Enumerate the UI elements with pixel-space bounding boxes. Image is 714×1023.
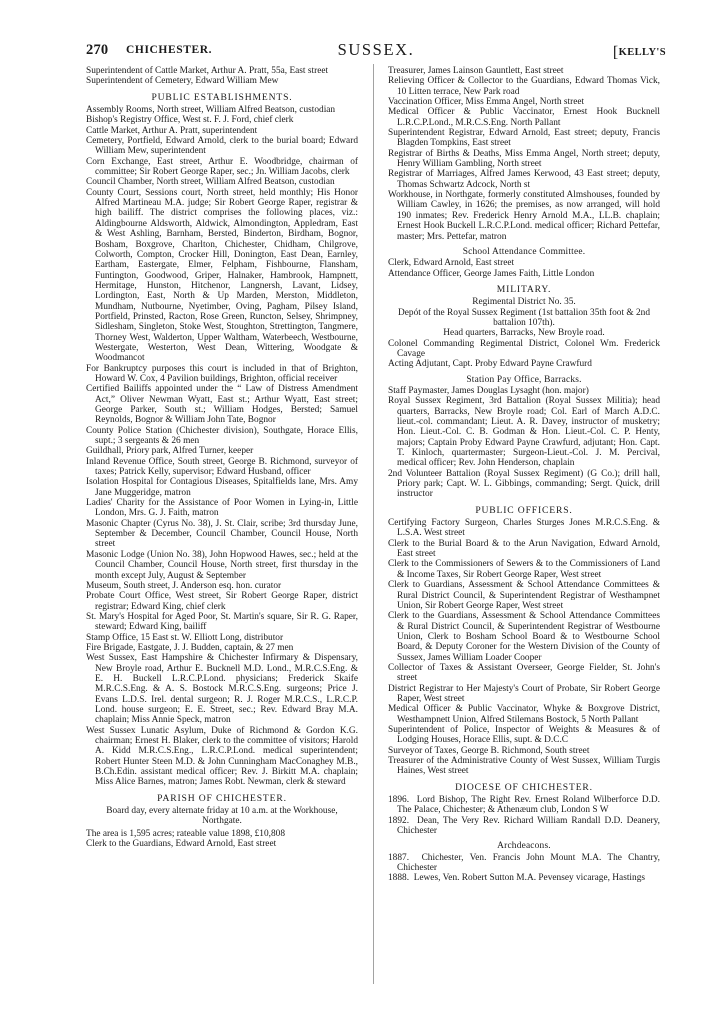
list-item: Fire Brigade, Eastgate, J. J. Budden, captain, & 27 men: [86, 642, 294, 653]
section-heading-school-attendance: School Attendance Committee.: [462, 246, 586, 257]
list-item: Masonic Lodge (Union No. 38), John Hopwood Hawes, sec.; held at the Council Chamber, Council House, North street, first thursday in the month except July, August & September: [86, 549, 358, 581]
list-item: Ladies' Charity for the Assistance of Poor Women in Lying-in, Little London, Mrs. G. J. Faith, matron: [86, 498, 358, 519]
list-item: Staff Paymaster, James Douglas Lysaght (hon. major): [388, 385, 589, 396]
list-item: Inland Revenue Office, South street, George B. Richmond, surveyor of taxes; Patrick Kelly, supervisor; Edward Husband, officer: [86, 456, 358, 478]
section-heading-archdeacons: Archdeacons.: [497, 841, 551, 852]
list-item: West Sussex Lunatic Asylum, Duke of Richmond & Gordon K.G. chairman; Ernest H. Blaker, clerk to the committee of visitors; Harold A. Kidd M.R.C.S.Eng., L.R.C.P.Lond. medical superintendent; Robert Hunter Steen M.D. & John Cunningham MacConaghey M.B., B.Ch.Edin. assistant medical officer; Rev. J. Birkitt M.A. chaplain; Miss Alice Barnes, matron; James Robt. Newman, clerk & steward: [86, 725, 358, 788]
list-item: Isolation Hospital for Contagious Diseases, Spitalfields lane, Mrs. Amy Jane Muggeridge, matron: [86, 477, 358, 498]
list-item: [388, 795, 660, 816]
parish-board-day: Board day, every alternate friday at 10 a.m. at the Workhouse, Northgate.: [106, 806, 338, 827]
list-item: Corn Exchange, East street, Arthur E. Woodbridge, chairman of committee; Sir Robert George Raper, sec.; Jn. William Jacobs, clerk: [86, 156, 358, 178]
entry-text: Lewes, Ven. Robert Sutton M.A. Pevensey vicarage, Hastings: [413, 873, 646, 884]
section-heading-diocese: DIOCESE OF CHICHESTER.: [455, 781, 593, 793]
list-item: County Court, Sessions court, North street, held monthly; His Honor Alfred Martineau M.A. judge; Sir Robert George Raper, registrar & high bailiff. The district comprises the following places, viz.: Aldingbourne Aldsworth, Aldwick, Almondington, Appledram, East & West Ashling, Barnham, Bersted, Binderton, Birdham, Bognor, Bosham, Boxgrove, Charlton, Chichester, Chidham, Chilgrove, Colworth, Compton, Crocker Hill, Donington, East Dean, Earnley, Eartham, Eastergate, Elmer, Felpham, Fishbourne, Flansham, Funtington, Goodwood, Griper, Halnaker, Hambrook, Hampnett, Hermitage, Hunston, Hitchenor, Langnersh, Lavant, Lidsey, Lordington, East, North & Up Marden, Merston, Middleton, Mundham, Nutbourne, Nyetimber, Oving, Pagham, Pilsey Island, Portfield, Prinsted, Racton, Rose Green, Runcton, Selsey, Shrimpney, Sidlesham, Singleton, Stoke West, Stoughton, Strettington, Tangmere, Thorney West, Walderton, Upper Waltham, Waterbeech, Westbourne, Westergate, Westerton, West Dean, Wittering, Woodgate & Woodmancot: [86, 187, 358, 364]
section-heading-station-pay-office: Station Pay Office, Barracks.: [466, 374, 582, 385]
list-item: The area is 1,595 acres; rateable value 1898, £10,808: [86, 828, 285, 839]
list-item: Superintendent of Police, Inspector of Weights & Measures & of Lodging Houses, Horace Ellis, supt. & D.C.C: [388, 724, 660, 746]
list-item: Cemetery, Portfield, Edward Arnold, clerk to the burial board; Edward William Mew, superintendent: [86, 136, 358, 157]
page-number: 270: [86, 42, 109, 58]
list-item: Masonic Chapter (Cyrus No. 38), J. St. Clair, scribe; 3rd thursday June, September & December, Council Chamber, Council House, North street: [86, 518, 358, 550]
list-item: County Police Station (Chichester division), Southgate, Horace Ellis, supt.; 3 sergeants & 26 men: [86, 425, 358, 447]
column-divider-rule: [373, 64, 374, 984]
list-item: Treasurer of the Administrative County of West Sussex, William Turgis Haines, West street: [388, 756, 660, 777]
list-item: Relieving Officer & Collector to the Guardians, Edward Thomas Vick, 10 Litten terrace, New Park road: [388, 76, 660, 97]
head-quarters-line: Head quarters, Barracks, New Broyle road.: [443, 328, 605, 339]
list-item: [388, 816, 660, 837]
section-heading-public-establishments: PUBLIC ESTABLISHMENTS.: [151, 91, 293, 103]
list-item: Assembly Rooms, North street, William Alfred Beatson, custodian: [86, 105, 336, 116]
list-item: Museum, South street, J. Anderson esq. hon. curator: [86, 580, 282, 591]
list-item: District Registrar to Her Majesty's Court of Probate, Sir Robert George Raper, West street: [388, 683, 660, 704]
list-item: Clerk to the Burial Board & to the Arun Navigation, Edward Arnold, East street: [388, 538, 660, 560]
list-item: Medical Officer & Public Vaccinator, Whyke & Boxgrove District, Westhampnett Union, Alfred Stilemans Bostock, 5 North Pallant: [388, 704, 660, 725]
list-item: Bishop's Registry Office, West st. F. J. Ford, chief clerk: [86, 115, 294, 126]
list-item: Surveyor of Taxes, George B. Richmond, South street: [388, 745, 590, 756]
running-head-publisher: [613, 44, 666, 62]
list-item: Probate Court Office, West street, Sir Robert George Raper, district registrar; Edward King, chief clerk: [86, 591, 358, 612]
entry-text: Lord Bishop, The Right Rev. Ernest Roland Wilberforce D.D. The Palace, Chichester; & Athenæum club, London S W: [397, 795, 660, 816]
list-item: Colonel Commanding Regimental District, Colonel Wm. Frederick Cavage: [388, 338, 660, 359]
list-item: West Sussex, East Hampshire & Chichester Infirmary & Dispensary, New Broyle road, Arthur E. Bucknell M.D. Lond., M.R.C.S.Eng. & E. H. Buckell L.R.C.P.Lond. physicians; Frederick Skaife M.R.C.S.Eng. & A. S. Bostock M.R.C.S.Eng. surgeons; Price J. Evans L.D.S. Irel. dental surgeon; R. J. Roger M.R.C.S., L.R.C.P. Lond. house surgeon; E. E. Street, sec.; Rev. Edward Bray M.A. chaplain; Miss Annie Speck, matron: [86, 653, 358, 726]
list-item: Superintendent Registrar, Edward Arnold, East street; deputy, Francis Blagden Tompkins, East street: [388, 128, 660, 149]
list-item: Vaccination Officer, Miss Emma Angel, North street: [388, 97, 585, 108]
section-heading-public-officers: PUBLIC OFFICERS.: [475, 504, 573, 516]
list-item: St. Mary's Hospital for Aged Poor, St. Martin's square, Sir R. G. Raper, steward; Edward King, bailiff: [86, 611, 358, 633]
list-item: Workhouse, in Northgate, formerly constituted Almshouses, founded by William Cawley, in 1626; the premises, as now arranged, will hold 190 inmates; Rev. Frederick Henry Arnold M.A., LL.B. chaplain; Ernest Hook Buckell L.R.C.P.Lond. medical officer; Richard Pettefar, master; Mrs. Pettefar, matron: [388, 190, 660, 242]
entry-year: 1888.: [388, 873, 410, 884]
list-item: Clerk to Guardians, Assessment & School Attendance Committees & Rural District Council, & Superintendent Registrar of Westhampnet Union, Sir Robert George Raper, West street: [388, 580, 660, 611]
list-item: Clerk, Edward Arnold, East street: [388, 258, 515, 269]
entry-year: 1896.: [388, 795, 410, 806]
entry-text: Dean, The Very Rev. Richard William Randall D.D. Deanery, Chichester: [397, 815, 661, 837]
list-item: Clerk to the Guardians, Edward Arnold, East street: [86, 839, 277, 850]
list-item: Treasurer, James Lainson Gauntlett, East street: [388, 66, 564, 76]
list-item: Royal Sussex Regiment, 3rd Battalion (Royal Sussex Militia); head quarters, Barracks, New Broyle road; Col. Earl of March A.D.C. lieut.-col. commandant; Lieut. A. R. Davey, instructor of musketry; Hon. Lieut.-Col. C. B. Godman & Hon. Lieut.-Col. C. P. Henty, majors; Captain Proby Edward Payne Crawfurd, adjutant; Hon. Capt. T. Kinloch, quartermaster; Surgeon-Lieut.-Col. J. M. Percival, medical officer; Rev. John Henderson, chaplain: [388, 396, 660, 469]
section-heading-military: MILITARY.: [496, 283, 552, 295]
regimental-district-line: Regimental District No. 35.: [472, 297, 576, 308]
list-item: Certified Bailiffs appointed under the “ Law of Distress Amendment Act,” Oliver Newman Wyatt, East st.; Arthur Wyatt, East street; George Parker, South st.; William Hodges, Bersted; Samuel Reynolds, Bognor & William John Tate, Bognor: [86, 384, 358, 426]
list-item: Registrar of Births & Deaths, Miss Emma Angel, North street; deputy, Henry William Gambling, North street: [388, 148, 660, 170]
entry-year: 1892.: [388, 815, 410, 826]
running-head-county: SUSSEX.: [337, 40, 415, 59]
section-heading-parish: PARISH OF CHICHESTER.: [157, 792, 287, 804]
list-item: For Bankruptcy purposes this court is included in that of Brighton, Howard W. Cox, 4 Pavilion buildings, Brighton, official receiver: [86, 363, 358, 384]
list-item: Stamp Office, 15 East st. W. Elliott Long, distributor: [86, 632, 284, 643]
list-item: Certifying Factory Surgeon, Charles Sturges Jones M.R.C.S.Eng. & L.S.A. West street: [388, 518, 660, 539]
bracket-glyph: [: [612, 44, 619, 61]
entry-text: Chichester, Ven. Francis John Mount M.A. The Chantry, Chichester: [397, 852, 661, 874]
list-item: Acting Adjutant, Capt. Proby Edward Payne Crawfurd: [388, 359, 592, 370]
list-item: 2nd Volunteer Battalion (Royal Sussex Regiment) (G Co.); drill hall, Priory park; Capt. W. L. Gibbings, commanding; Sergt. Quick, drill instructor: [388, 468, 660, 500]
list-item: Medical Officer & Public Vaccinator, Ernest Hook Bucknell L.R.C.P.Lond., M.R.C.S.Eng. North Pallant: [388, 107, 660, 128]
running-head-place: CHICHESTER.: [126, 44, 213, 56]
entry-year: 1887.: [388, 852, 410, 863]
list-item: Clerk to the Commissioners of Sewers & to the Commissioners of Land & Income Taxes, Sir Robert George Raper, West street: [388, 559, 660, 580]
list-item: Council Chamber, North street, William Alfred Beatson, custodian: [86, 177, 335, 188]
list-item: Attendance Officer, George James Faith, Little London: [388, 268, 595, 279]
list-item: Guildhall, Priory park, Alfred Turner, keeper: [86, 446, 254, 457]
list-item: [388, 873, 660, 883]
left-column: [86, 66, 358, 1001]
depot-line: Depót of the Royal Sussex Regiment (1st battalion 35th foot & 2nd battalion 107th).: [398, 307, 650, 328]
list-item: Superintendent of Cattle Market, Arthur A. Pratt, 55a, East street: [86, 66, 329, 76]
list-item: [388, 853, 660, 874]
publisher-name: KELLY'S: [618, 47, 666, 58]
list-item: Cattle Market, Arthur A. Pratt, superintendent: [86, 125, 258, 136]
running-head: [86, 42, 666, 62]
right-column: [388, 66, 660, 1001]
list-item: Clerk to the Guardians, Assessment & School Attendance Committees & Rural District Council, & Superintendent Registrar of Westbourne Union, Clerk to Bosham School Board & to Westbourne School Board, & Deputy Coroner for the Western Division of the County of Sussex, James William Loader Cooper: [388, 611, 660, 663]
list-item: Superintendent of Cemetery, Edward William Mew: [86, 76, 279, 87]
list-item: Collector of Taxes & Assistant Overseer, George Fielder, St. John's street: [388, 662, 660, 684]
column-container: [86, 66, 668, 1001]
list-item: Registrar of Marriages, Alfred James Kerwood, 43 East street; deputy, Thomas Schwartz Adcock, North st: [388, 169, 660, 190]
